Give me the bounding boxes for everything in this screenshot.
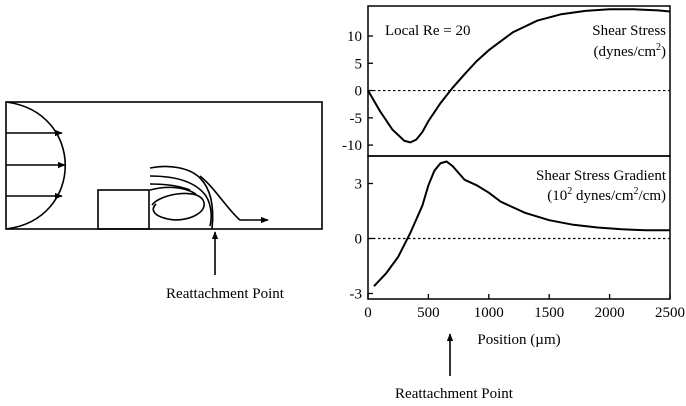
x-tick-label: 1500	[534, 305, 565, 321]
reattachment-label-left: Reattachment Point	[166, 286, 284, 302]
gradient-unit-sup2: 2	[633, 186, 639, 197]
x-tick-label: 2000	[594, 305, 625, 321]
local-re-annotation: Local Re = 20	[385, 23, 471, 39]
gradient-unit-mid: dynes/cm	[572, 188, 634, 204]
x-axis-label: Position (µm)	[477, 332, 561, 348]
shear-stress-unit-prefix: (dynes/cm	[593, 44, 656, 60]
gradient-unit-sup1: 2	[567, 186, 573, 197]
y-tick-label: 3	[354, 176, 362, 193]
shear-gradient-chart	[350, 156, 686, 348]
obstacle-block	[98, 190, 149, 229]
recirculation-eddy	[152, 193, 204, 219]
shear-stress-unit	[594, 42, 666, 60]
y-tick-label: -10	[342, 138, 362, 155]
x-tick-label: 500	[417, 305, 440, 321]
shear-stress-title: Shear Stress	[592, 23, 666, 39]
x-tick-label: 2500	[655, 305, 685, 321]
y-tick-label: 0	[354, 231, 362, 248]
x-tick-label: 1000	[473, 305, 504, 321]
gradient-unit-suffix: /cm)	[638, 188, 666, 204]
x-tick-label: 0	[364, 305, 372, 321]
y-tick-label: -5	[349, 110, 362, 127]
position-x-ticks	[364, 294, 685, 321]
shear-stress-unit-sup: 2	[656, 42, 661, 53]
gradient-unit-open: (10	[547, 188, 568, 204]
shear-gradient-unit	[547, 186, 666, 204]
y-tick-label: 5	[354, 56, 362, 73]
y-tick-label: 0	[354, 83, 362, 100]
shear-gradient-y-ticks	[350, 177, 374, 303]
shear-gradient-title: Shear Stress Gradient	[536, 168, 666, 184]
y-tick-label: 10	[347, 29, 362, 45]
reattachment-label-chart: Reattachment Point	[395, 386, 513, 402]
y-tick-label: -3	[349, 286, 362, 303]
flow-channel-diagram	[6, 102, 322, 302]
shear-stress-chart	[342, 6, 670, 156]
shear-stress-unit-suffix: )	[661, 44, 666, 60]
